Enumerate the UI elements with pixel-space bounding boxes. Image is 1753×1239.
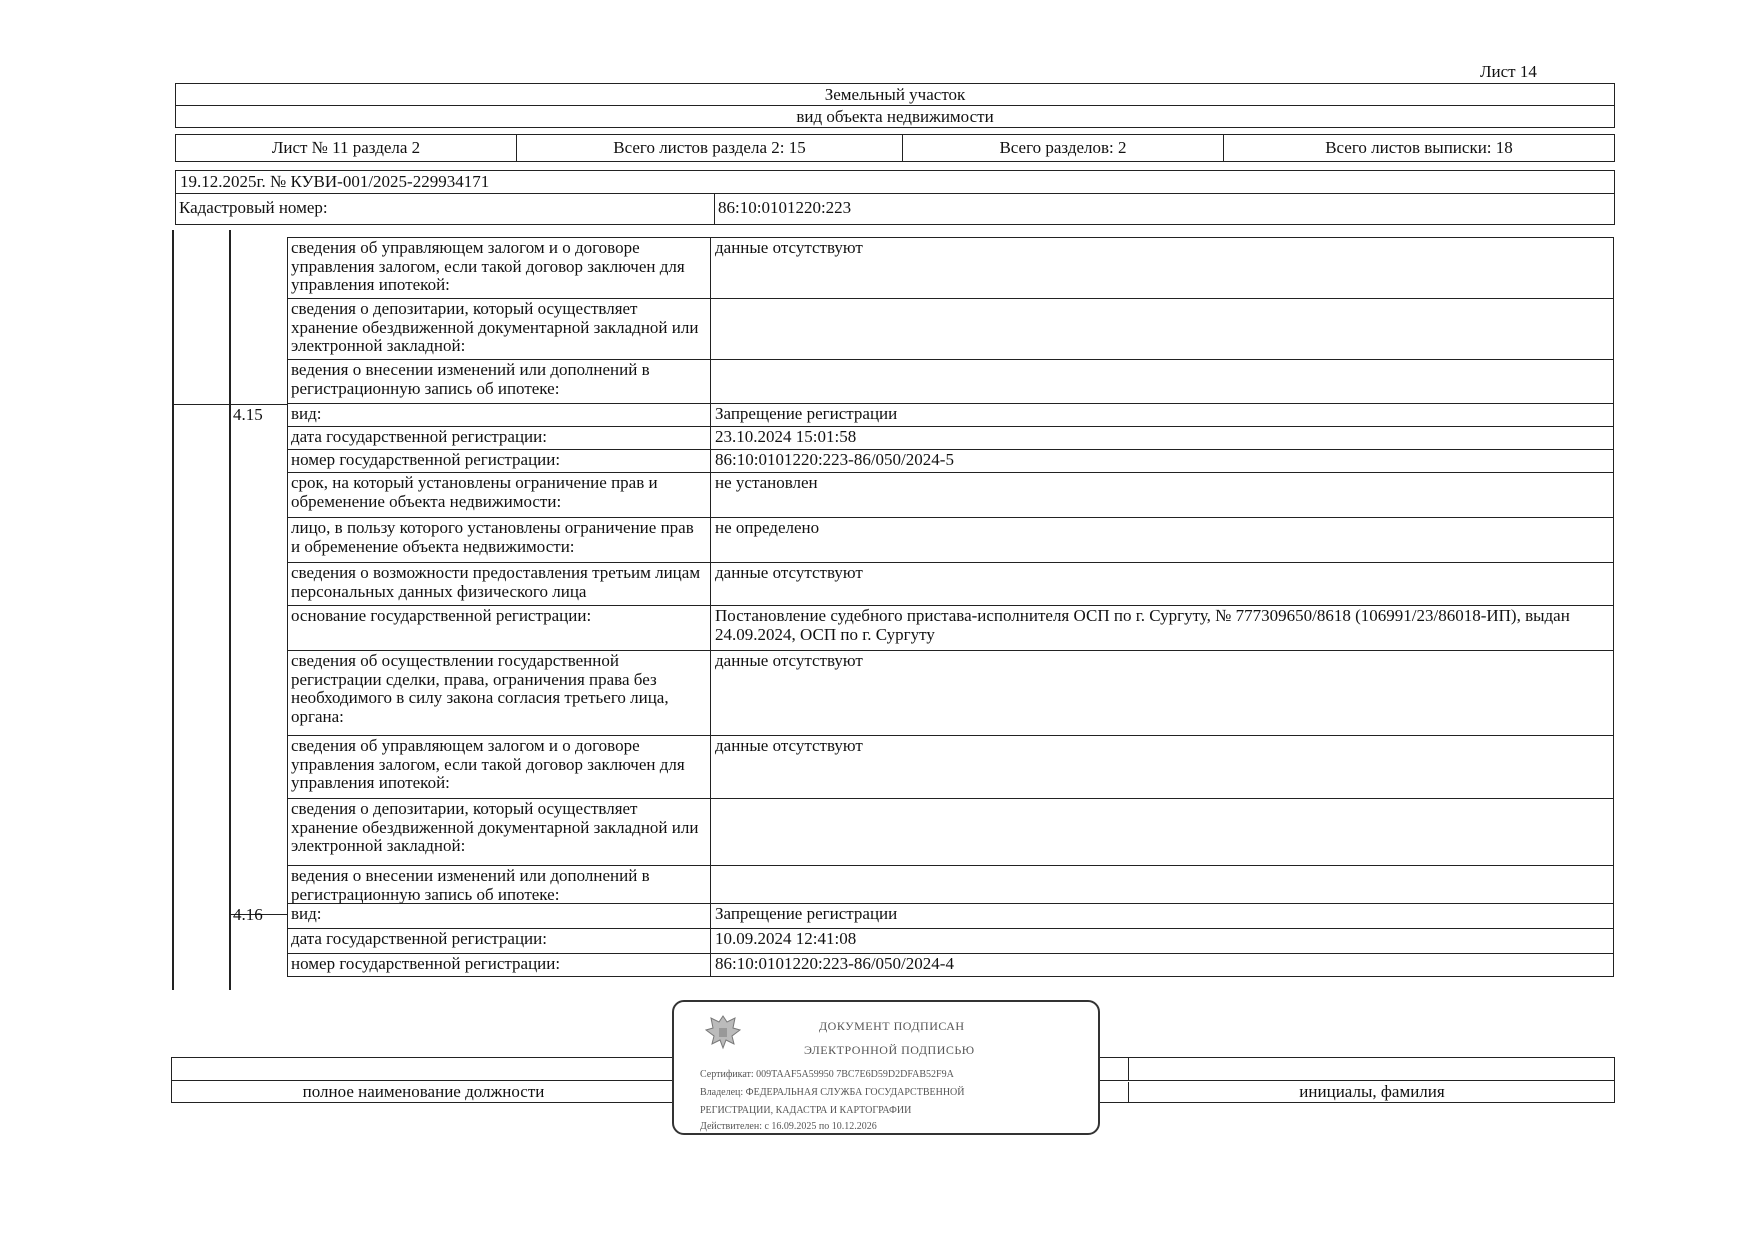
row-label: сведения о возможности предоставления третьим лицам персональных данных физического лица [288,563,711,605]
table-row [287,651,1614,736]
row-label: номер государственной регистрации: [288,450,711,472]
row-value: данные отсутствуют [715,238,863,257]
name-caption: инициалы, фамилия [1128,1082,1615,1102]
row-value: не определено [715,518,820,537]
table-row [287,929,1614,954]
table-row [287,427,1614,450]
eagle-emblem-icon [700,1010,746,1052]
table-row [287,450,1614,473]
footer-column-divider [1128,1058,1129,1080]
stamp-validity: Действителен: с 16.09.2025 по 10.12.2026 [700,1121,877,1132]
table-row [287,904,1614,929]
object-type: Земельный участок [824,85,966,104]
row-value [711,866,1613,903]
row-value [711,299,1613,359]
section-sheet: Лист № 11 раздела 2 [271,138,421,157]
table-row [287,799,1614,866]
row-label: сведения об управляющем залогом и о договоре управления залогом, если такой договор заключен для управления ипотекой: [288,238,711,298]
row-value: данные отсутствуют [715,736,863,755]
row-value: 86:10:0101220:223-86/050/2024-4 [715,954,954,973]
table-row [287,954,1614,977]
record-number: 4.16 [233,905,263,924]
row-value: Постановление судебного пристава-исполнителя ОСП по г. Сургуту, № 777309650/8618 (106991/23/86018-ИП), выдан 24.09.2024, ОСП по г. Сургуту [715,606,1570,644]
row-label: сведения об управляющем залогом и о договоре управления залогом, если такой договор заключен для управления ипотекой: [288,736,711,798]
row-value: Запрещение регистрации [715,904,898,923]
table-row [287,237,1614,299]
table-row [287,736,1614,799]
table-row [287,473,1614,518]
stamp-owner-2: РЕГИСТРАЦИИ, КАДАСТРА И КАРТОГРАФИИ [700,1105,912,1116]
total-sections: Всего разделов: 2 [902,135,1223,161]
row-divider [172,404,287,405]
total-section-sheets: Всего листов раздела 2: 15 [516,135,902,161]
table-row [287,606,1614,651]
row-value: Запрещение регистрации [715,404,898,423]
object-type-header [175,83,1615,128]
row-label: основание государственной регистрации: [288,606,711,650]
row-value [711,799,1613,865]
table-row [287,518,1614,563]
stamp-owner-1: Владелец: ФЕДЕРАЛЬНАЯ СЛУЖБА ГОСУДАРСТВЕННОЙ [700,1087,965,1098]
table-row [287,299,1614,360]
object-type-caption: вид объекта недвижимости [176,105,1614,127]
table-row [287,404,1614,427]
table-row [287,866,1614,904]
position-caption: полное наименование должности [302,1082,545,1101]
encumbrance-table [287,237,1614,977]
row-label: сведения о депозитарии, который осуществляет хранение обездвиженной документарной закладной или электронной закладной: [288,799,711,865]
cadastral-label: Кадастровый номер: [179,198,328,217]
number-column-line [229,230,231,990]
stamp-certificate: Сертификат: 009TAAF5A59950 7BC7E6D59D2DFAB52F9A [700,1069,954,1080]
row-value: 10.09.2024 12:41:08 [715,929,857,948]
sheet-label: Лист 14 [1480,62,1537,81]
cadastral-row [175,194,1615,225]
stamp-title-1: ДОКУМЕНТ ПОДПИСАН [819,1019,965,1033]
record-number: 4.15 [233,405,263,424]
table-row [287,563,1614,606]
row-value: данные отсутствуют [715,651,863,670]
row-label: лицо, в пользу которого установлены ограничение прав и обременение объекта недвижимости: [288,518,711,562]
row-label: номер государственной регистрации: [288,954,711,976]
row-label: ведения о внесении изменений или дополнений в регистрационную запись об ипотеке: [288,866,711,903]
table-row [287,360,1614,404]
cadastral-number: 86:10:0101220:223 [714,194,1614,224]
sheet-counts-row [175,134,1615,162]
document-number: 19.12.2025г. № КУВИ-001/2025-229934171 [175,170,1615,194]
row-value: не установлен [715,473,818,492]
row-label: ведения о внесении изменений или дополнений в регистрационную запись об ипотеке: [288,360,711,403]
row-label: дата государственной регистрации: [288,929,711,953]
stamp-title-2: ЭЛЕКТРОННОЙ ПОДПИСЬЮ [804,1043,975,1057]
row-value: 86:10:0101220:223-86/050/2024-5 [715,450,954,469]
row-value [711,360,1613,403]
total-extract-sheets: Всего листов выписки: 18 [1223,135,1614,161]
row-label: сведения о депозитарии, который осуществляет хранение обездвиженной документарной закладной или электронной закладной: [288,299,711,359]
row-label: срок, на который установлены ограничение прав и обременение объекта недвижимости: [288,473,711,517]
row-value: 23.10.2024 15:01:58 [715,427,857,446]
row-label: дата государственной регистрации: [288,427,711,449]
electronic-signature-stamp [672,1000,1100,1135]
row-value: данные отсутствуют [715,563,863,582]
left-border-line [172,230,174,990]
row-label: сведения об осуществлении государственной регистрации сделки, права, ограничения права без необходимого в силу закона согласия третьего лица, органа: [288,651,711,735]
row-label: вид: [288,404,711,426]
row-label: вид: [288,904,711,928]
